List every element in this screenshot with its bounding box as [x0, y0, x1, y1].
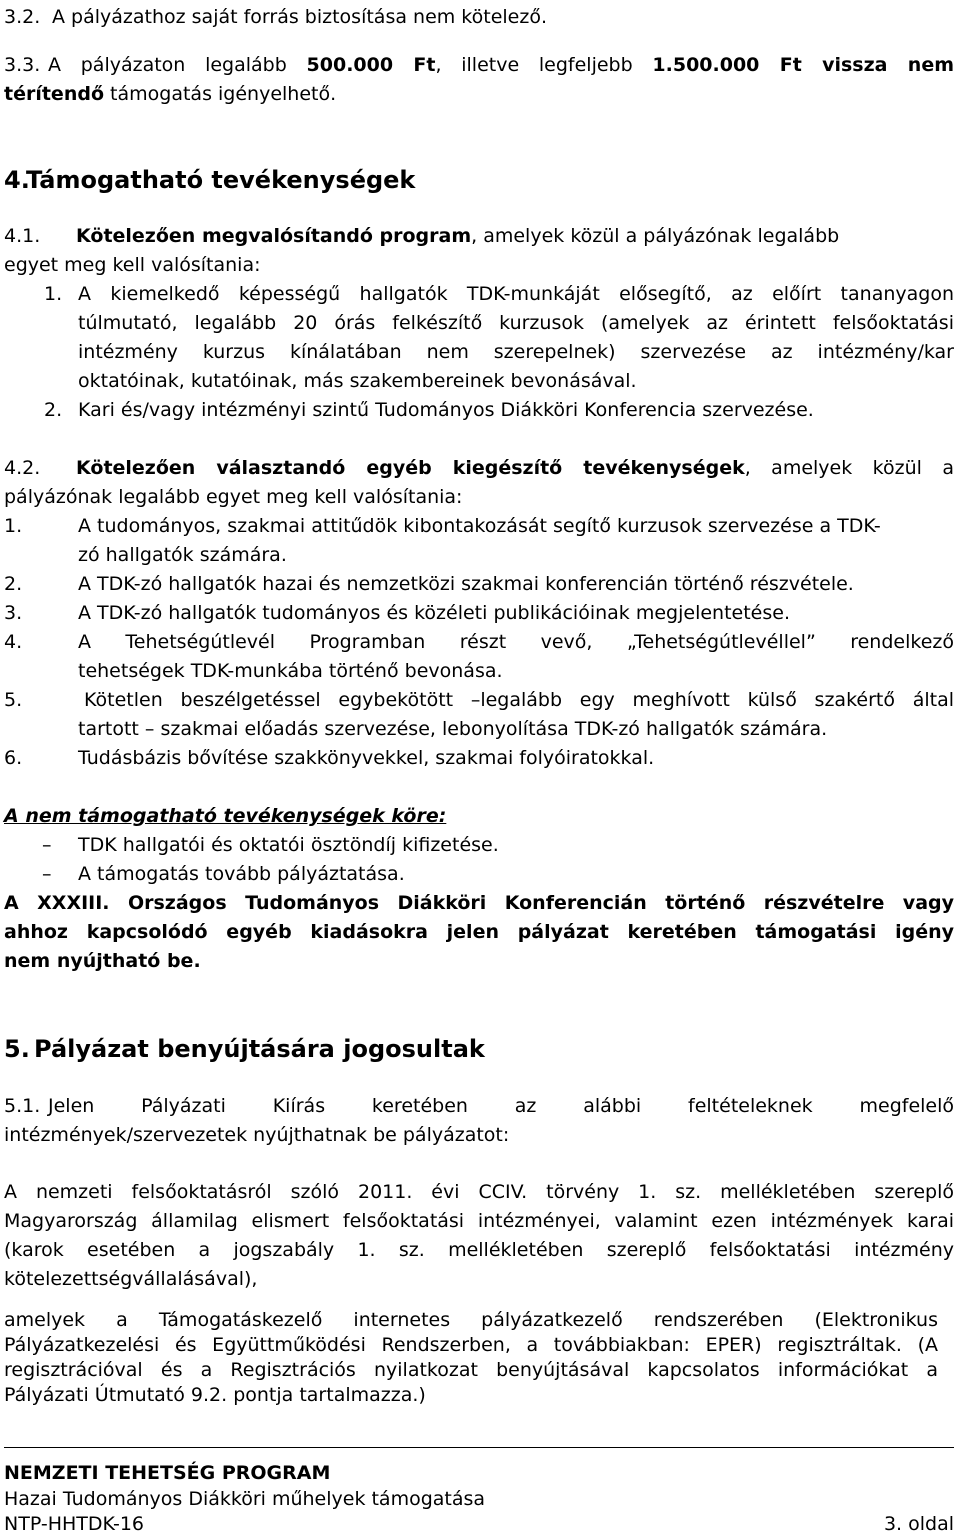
list-item-line: túlmutató, legalább 20 órás felkészítő kurzusok (amelyek az érintett felsőoktatási: [78, 312, 954, 334]
section-3-2: [4, 6, 547, 28]
dash-bullet: –: [42, 863, 52, 885]
list-number: 2.: [4, 573, 23, 595]
min-amount: 500.000 Ft: [306, 54, 436, 76]
list-item-line: Tudásbázis bővítése szakkönyvekkel, szakmai folyóiratokkal.: [78, 747, 655, 769]
section-4-2: [4, 457, 954, 479]
list-item-line: zó hallgatók számára.: [78, 544, 287, 566]
heading-title: Pályázat benyújtására jogosultak: [34, 1035, 485, 1063]
list-item-line: A kiemelkedő képességű hallgatók TDK-munkáját elősegítő, az előírt tananyagon: [78, 283, 954, 305]
section-text: A pályázathoz saját forrás biztosítása nem kötelező.: [52, 6, 548, 28]
section-3-3: [4, 54, 954, 76]
dash-bullet: –: [42, 834, 52, 856]
heading-5: [4, 1035, 485, 1063]
section-number: 5.1.: [4, 1095, 41, 1117]
section-text: egyet meg kell valósítania:: [4, 254, 261, 276]
section-text: támogatás igényelhető.: [104, 83, 337, 105]
heading-number: 4.: [4, 166, 30, 194]
section-text: A pályázaton legalább: [48, 54, 307, 76]
bold-notice-line: nem nyújtható be.: [4, 950, 201, 972]
paragraph-line: Pályázatkezelési és Együttműködési Rendszerben, a továbbiakban: EPER) regisztráltak. (A: [4, 1334, 938, 1356]
footer-code: NTP-HHTDK-16: [4, 1513, 145, 1535]
paragraph-line: amelyek a Támogatáskezelő internetes pályázatkezelő rendszerében (Elektronikus: [4, 1309, 938, 1331]
footer-subtitle: Hazai Tudományos Diákköri műhelyek támogatása: [4, 1488, 486, 1510]
section-5-1: [4, 1095, 954, 1117]
section-4-1: [4, 225, 839, 247]
paragraph-line: (karok esetében a jogszabály 1. sz. mellékletében szereplő felsőoktatási intézmény: [4, 1239, 954, 1261]
list-item-line: A tudományos, szakmai attitűdök kibontakozását segítő kurzusok szervezése a TDK-: [78, 515, 881, 537]
section-number: 4.1.: [4, 225, 41, 247]
section-text: Jelen Pályázati Kiírás keretében az alábbi feltételeknek megfelelő: [48, 1095, 954, 1117]
list-item-line: tartott – szakmai előadás szervezése, lebonyolítása TDK-zó hallgatók számára.: [78, 718, 828, 740]
list-number: 1.: [4, 515, 23, 537]
list-item-line: A TDK-zó hallgatók tudományos és közéleti publikációinak megjelentetése.: [78, 602, 790, 624]
section-text: , amelyek közül a pályázónak legalább: [471, 225, 840, 247]
list-number: 4.: [4, 631, 23, 653]
footer-divider: [4, 1447, 954, 1448]
section-bold-title: Kötelezően választandó egyéb kiegészítő tevékenységek: [76, 457, 745, 479]
section-number: 3.3.: [4, 54, 41, 76]
list-number: 6.: [4, 747, 23, 769]
paragraph-line: A nemzeti felsőoktatásról szóló 2011. évi CCIV. törvény 1. sz. mellékletében szereplő: [4, 1181, 954, 1203]
list-item-line: A támogatás tovább pályáztatása.: [78, 863, 405, 885]
page-number: 3. oldal: [883, 1513, 954, 1535]
paragraph-line: kötelezettségvállalásával),: [4, 1268, 258, 1290]
paragraph-line: Magyarország államilag elismert felsőoktatási intézményei, valamint ezen intézmények karai: [4, 1210, 954, 1232]
bold-notice-line: ahhoz kapcsolódó egyéb kiadásokra jelen pályázat keretében támogatási igény: [4, 921, 954, 943]
heading-title: Támogatható tevékenységek: [26, 166, 416, 194]
list-item-line: Kari és/vagy intézményi szintű Tudományos Diákköri Konferencia szervezése.: [78, 399, 814, 421]
paragraph-line: regisztrációval és a Regisztrációs nyilatkozat benyújtásával kapcsolatos információkat a: [4, 1359, 938, 1381]
list-number: 2.: [44, 399, 63, 421]
paragraph-line: Pályázati Útmutató 9.2. pontja tartalmazza.): [4, 1384, 426, 1406]
list-number: 1.: [44, 283, 63, 305]
section-text: pályázónak legalább egyet meg kell valósítania:: [4, 486, 463, 508]
section-number: 3.2.: [4, 6, 41, 28]
heading-number: 5.: [4, 1035, 30, 1063]
heading-4: [4, 166, 415, 194]
section-number: 4.2.: [4, 457, 41, 479]
list-item-line: A TDK-zó hallgatók hazai és nemzetközi szakmai konferencián történő részvétele.: [78, 573, 854, 595]
list-number: 3.: [4, 602, 23, 624]
max-amount: 1.500.000 Ft vissza nem: [652, 54, 955, 76]
section-bold-title: Kötelezően megvalósítandó program: [76, 225, 472, 247]
list-item-line: Kötetlen beszélgetéssel egybekötött –legalább egy meghívott külső szakértő által: [84, 689, 954, 711]
footer-program-name: NEMZETI TEHETSÉG PROGRAM: [4, 1462, 331, 1484]
section-text: , amelyek közül a: [744, 457, 954, 479]
not-supported-heading: A nem támogatható tevékenységek köre:: [4, 805, 447, 827]
section-3-3-line2: [4, 83, 336, 105]
section-text: , illetve legfeljebb: [435, 54, 653, 76]
section-text: intézmények/szervezetek nyújthatnak be pályázatot:: [4, 1124, 510, 1146]
list-item-line: tehetségek TDK-munkába történő bevonása.: [78, 660, 503, 682]
list-item-line: A Tehetségútlevél Programban részt vevő, „Tehetségútlevéllel” rendelkező: [78, 631, 954, 653]
list-item-line: oktatóinak, kutatóinak, más szakembereinek bevonásával.: [78, 370, 637, 392]
list-number: 5.: [4, 689, 23, 711]
emphasis-text: térítendő: [4, 83, 105, 105]
list-item-line: TDK hallgatói és oktatói ösztöndíj kifizetése.: [78, 834, 499, 856]
list-item-line: intézmény kurzus kínálatában nem szerepelnek) szervezése az intézmény/kar: [78, 341, 954, 363]
bold-notice-line: A XXXIII. Országos Tudományos Diákköri Konferencián történő részvételre vagy: [4, 892, 954, 914]
